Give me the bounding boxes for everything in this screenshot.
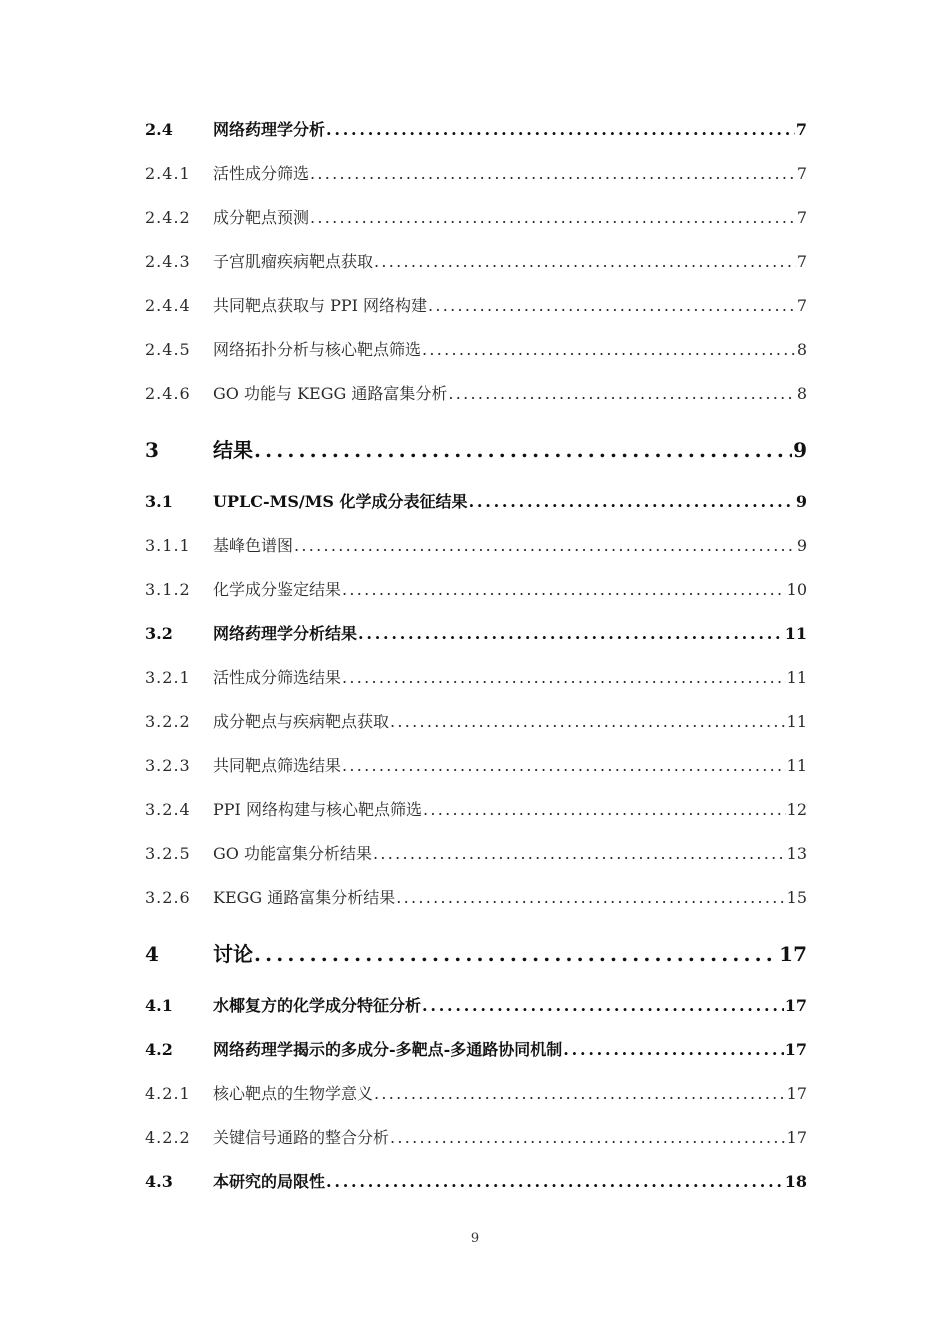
toc-entry bbox=[145, 656, 807, 700]
toc-entry-number: 3.2 bbox=[145, 624, 173, 643]
toc-entry bbox=[145, 1028, 807, 1072]
toc-entry-number: 3.2.5 bbox=[145, 844, 191, 863]
toc-entry-number: 2.4.6 bbox=[145, 384, 191, 403]
toc-chapter-entry bbox=[145, 926, 807, 982]
toc-entry-number: 4.1 bbox=[145, 996, 173, 1015]
toc-leader-dots bbox=[422, 984, 784, 1028]
toc-entry-title: UPLC-MS/MS 化学成分表征结果 bbox=[213, 492, 468, 511]
toc-leader-dots bbox=[326, 1160, 784, 1204]
toc-entry-number: 4.2 bbox=[145, 1040, 173, 1059]
toc-entry-page: 15 bbox=[786, 888, 807, 907]
toc-chapter-entry bbox=[145, 422, 807, 478]
toc-leader-dots bbox=[373, 832, 786, 876]
toc-entry bbox=[145, 568, 807, 612]
toc-leader-dots bbox=[358, 612, 784, 656]
toc-entry-page: 8 bbox=[796, 384, 807, 403]
toc-entry-title: 成分靶点与疾病靶点获取 bbox=[213, 712, 390, 731]
toc-entry-title: 化学成分鉴定结果 bbox=[213, 580, 342, 599]
toc-leader-dots bbox=[390, 1116, 786, 1160]
toc-entry-number: 4 bbox=[145, 942, 159, 966]
toc-entry bbox=[145, 832, 807, 876]
toc-entry-title: GO 功能与 KEGG 通路富集分析 bbox=[213, 384, 448, 403]
toc-entry bbox=[145, 1116, 807, 1160]
toc-entry-page: 17 bbox=[786, 1128, 807, 1147]
toc-entry-page: 9 bbox=[795, 492, 807, 511]
toc-entry bbox=[145, 524, 807, 568]
toc-entry bbox=[145, 108, 807, 152]
toc-entry bbox=[145, 984, 807, 1028]
toc-entry-title: 本研究的局限性 bbox=[213, 1172, 326, 1191]
toc-entry-title: 活性成分筛选结果 bbox=[213, 668, 342, 687]
toc-entry-page: 10 bbox=[786, 580, 807, 599]
toc-leader-dots bbox=[563, 1028, 783, 1072]
toc-leader-dots bbox=[396, 876, 785, 920]
toc-entry-number: 3.1.1 bbox=[145, 536, 191, 555]
toc-entry bbox=[145, 876, 807, 920]
toc-entry bbox=[145, 196, 807, 240]
toc-entry-title: 成分靶点预测 bbox=[213, 208, 310, 227]
toc-entry-title: 网络药理学揭示的多成分-多靶点-多通路协同机制 bbox=[213, 1040, 563, 1059]
toc-entry bbox=[145, 328, 807, 372]
toc-entry-number: 3.1.2 bbox=[145, 580, 191, 599]
toc-entry bbox=[145, 700, 807, 744]
toc-entry bbox=[145, 284, 807, 328]
toc-leader-dots bbox=[428, 284, 796, 328]
toc-entry-number: 3 bbox=[145, 438, 159, 462]
toc-entry bbox=[145, 372, 807, 416]
toc-leader-dots bbox=[342, 656, 786, 700]
toc-leader-dots bbox=[294, 524, 796, 568]
toc-entry-title: 讨论 bbox=[213, 942, 253, 966]
page-number: 9 bbox=[470, 1231, 480, 1246]
toc-entry bbox=[145, 1072, 807, 1116]
toc-entry-page: 17 bbox=[784, 1040, 807, 1059]
toc-entry-number: 4.3 bbox=[145, 1172, 173, 1191]
toc-entry-title: GO 功能富集分析结果 bbox=[213, 844, 372, 863]
toc-entry-title: 基峰色谱图 bbox=[213, 536, 294, 555]
toc-entry-page: 17 bbox=[779, 942, 807, 966]
toc-entry-number: 3.2.1 bbox=[145, 668, 191, 687]
toc-entry-page: 9 bbox=[793, 438, 807, 462]
toc-entry-title: 网络药理学分析结果 bbox=[213, 624, 358, 643]
toc-entry-number: 3.2.2 bbox=[145, 712, 191, 731]
toc-entry bbox=[145, 240, 807, 284]
toc-entry-title: 核心靶点的生物学意义 bbox=[213, 1084, 374, 1103]
toc-entry-page: 7 bbox=[795, 120, 807, 139]
toc-entry-title: 子宫肌瘤疾病靶点获取 bbox=[213, 252, 374, 271]
toc-leader-dots bbox=[423, 788, 786, 832]
toc-leader-dots bbox=[469, 480, 795, 524]
toc-entry-title: 共同靶点筛选结果 bbox=[213, 756, 342, 775]
toc-entry-number: 2.4.2 bbox=[145, 208, 191, 227]
toc-entry-page: 18 bbox=[784, 1172, 807, 1191]
toc-entry-title: 结果 bbox=[213, 438, 253, 462]
toc-leader-dots bbox=[390, 700, 786, 744]
toc-leader-dots bbox=[374, 240, 796, 284]
toc-leader-dots bbox=[374, 1072, 786, 1116]
toc-entry-page: 7 bbox=[796, 164, 807, 183]
toc-entry-number: 2.4 bbox=[145, 120, 173, 139]
toc-entry-number: 2.4.5 bbox=[145, 340, 191, 359]
toc-entry-number: 3.1 bbox=[145, 492, 173, 511]
toc-entry-page: 11 bbox=[786, 756, 807, 775]
toc-leader-dots bbox=[254, 422, 792, 478]
toc-entry-page: 17 bbox=[786, 1084, 807, 1103]
toc-entry-page: 12 bbox=[786, 800, 807, 819]
toc-entry-title: 活性成分筛选 bbox=[213, 164, 310, 183]
toc-entry-title: PPI 网络构建与核心靶点筛选 bbox=[213, 800, 422, 819]
toc-leader-dots bbox=[326, 108, 795, 152]
toc-leader-dots bbox=[448, 372, 795, 416]
toc-entry-title: KEGG 通路富集分析结果 bbox=[213, 888, 396, 907]
toc-entry-title: 关键信号通路的整合分析 bbox=[213, 1128, 390, 1147]
toc-entry bbox=[145, 1160, 807, 1204]
toc-leader-dots bbox=[342, 744, 786, 788]
toc-entry bbox=[145, 612, 807, 656]
toc-leader-dots bbox=[342, 568, 786, 612]
toc-entry-title: 网络药理学分析 bbox=[213, 120, 326, 139]
toc-leader-dots bbox=[254, 926, 778, 982]
toc-entry-page: 17 bbox=[784, 996, 807, 1015]
toc-entry-number: 4.2.1 bbox=[145, 1084, 191, 1103]
toc-entry-page: 7 bbox=[796, 252, 807, 271]
toc-entry bbox=[145, 152, 807, 196]
toc-entry-page: 11 bbox=[786, 712, 807, 731]
toc-leader-dots bbox=[310, 152, 796, 196]
toc-entry bbox=[145, 788, 807, 832]
toc-entry-title: 网络拓扑分析与核心靶点筛选 bbox=[213, 340, 422, 359]
toc-leader-dots bbox=[310, 196, 796, 240]
toc-entry-page: 11 bbox=[786, 668, 807, 687]
toc-entry-number: 2.4.3 bbox=[145, 252, 191, 271]
table-of-contents bbox=[145, 108, 807, 1204]
toc-entry bbox=[145, 744, 807, 788]
toc-entry-number: 2.4.4 bbox=[145, 296, 191, 315]
toc-entry-title: 水椰复方的化学成分特征分析 bbox=[213, 996, 422, 1015]
toc-entry-title: 共同靶点获取与 PPI 网络构建 bbox=[213, 296, 428, 315]
toc-entry-page: 7 bbox=[796, 208, 807, 227]
toc-entry-number: 3.2.4 bbox=[145, 800, 191, 819]
toc-entry-number: 3.2.6 bbox=[145, 888, 191, 907]
toc-entry-page: 7 bbox=[796, 296, 807, 315]
toc-entry-number: 3.2.3 bbox=[145, 756, 191, 775]
toc-entry-number: 4.2.2 bbox=[145, 1128, 191, 1147]
toc-leader-dots bbox=[422, 328, 796, 372]
toc-entry-page: 8 bbox=[796, 340, 807, 359]
toc-entry-page: 9 bbox=[796, 536, 807, 555]
toc-entry-number: 2.4.1 bbox=[145, 164, 191, 183]
toc-entry-page: 13 bbox=[786, 844, 807, 863]
toc-entry bbox=[145, 480, 807, 524]
toc-entry-page: 11 bbox=[784, 624, 807, 643]
